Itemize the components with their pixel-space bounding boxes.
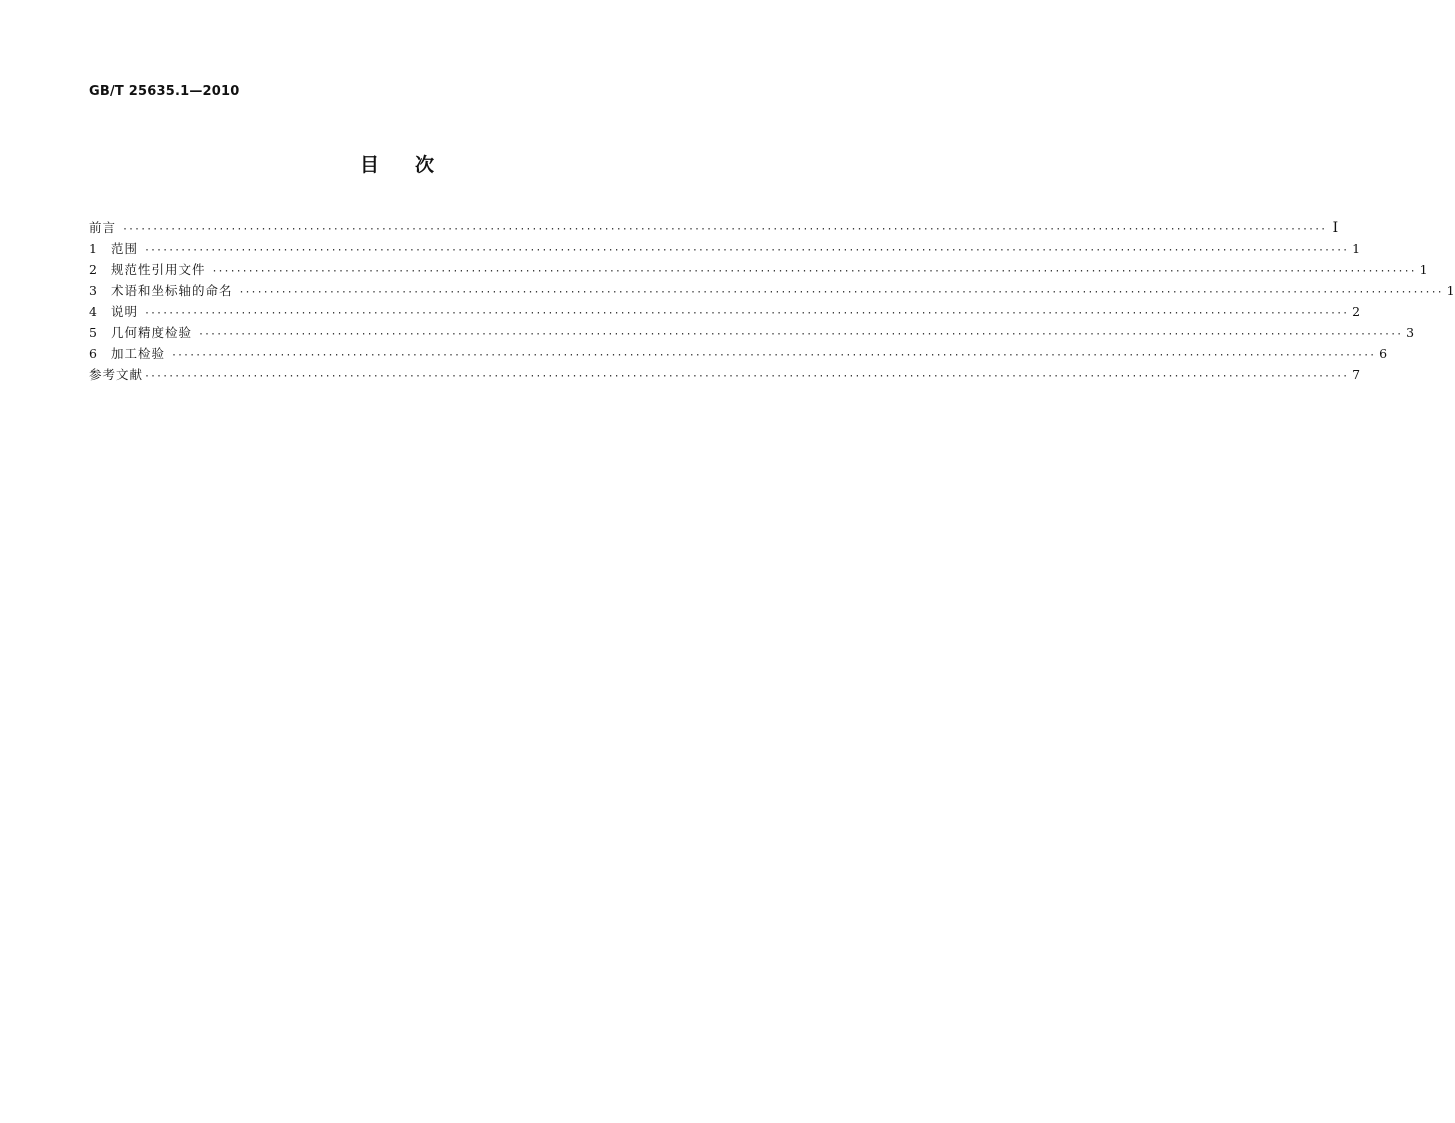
toc-entry-label: 前言	[89, 220, 117, 235]
toc-entry-machining-tests[interactable]	[89, 343, 1388, 364]
toc-entry-remarks[interactable]	[89, 301, 1361, 322]
toc-entry-label: 参考文献	[89, 367, 144, 382]
toc-entry-geometric-tests[interactable]	[89, 322, 1415, 343]
page-title: 目次	[359, 154, 470, 176]
toc-entry-page: 2	[1352, 304, 1361, 319]
toc-leader-dots: ········································································································································································································	[122, 224, 1327, 235]
toc-entry-label: 加工检验	[111, 346, 166, 361]
toc-entry-number: 4	[89, 304, 97, 319]
toc-entry-page: 7	[1352, 367, 1361, 382]
toc-leader-dots: ········································································································································································································	[238, 287, 1443, 298]
toc-entry-normative-references[interactable]	[89, 259, 1428, 280]
toc-entry-number: 6	[89, 346, 97, 361]
toc-entry-page: 1	[1419, 262, 1428, 277]
toc-entry-page: I	[1332, 220, 1339, 236]
toc-entry-number: 2	[89, 262, 97, 277]
toc-entry-scope[interactable]	[89, 238, 1361, 259]
toc-entry-label: 说明	[111, 304, 139, 319]
toc-entry-number: 1	[89, 241, 97, 256]
toc-entry-page: 1	[1446, 283, 1455, 298]
toc-entry-number: 5	[89, 325, 97, 340]
toc-entry-foreword[interactable]	[89, 217, 1339, 238]
toc-leader-dots: ········································································································································································································	[144, 308, 1349, 319]
toc-leader-dots: ········································································································································································································	[211, 266, 1416, 277]
toc-entry-label: 范围	[111, 241, 139, 256]
toc-entry-bibliography[interactable]	[89, 364, 1361, 385]
toc-entry-terms[interactable]	[89, 280, 1455, 301]
toc-entry-label: 规范性引用文件	[111, 262, 206, 277]
toc-entry-page: 3	[1406, 325, 1415, 340]
toc-leader-dots: ········································································································································································································	[144, 245, 1349, 256]
standard-code: GB/T 25635.1—2010	[89, 84, 240, 99]
toc-entry-number: 3	[89, 283, 97, 298]
table-of-contents	[89, 217, 1455, 385]
toc-leader-dots: ········································································································································································································	[144, 371, 1349, 382]
toc-entry-page: 1	[1352, 241, 1361, 256]
toc-leader-dots: ········································································································································································································	[171, 350, 1376, 361]
toc-entry-page: 6	[1379, 346, 1388, 361]
toc-leader-dots: ········································································································································································································	[198, 329, 1403, 340]
toc-entry-label: 术语和坐标轴的命名	[111, 283, 233, 298]
toc-entry-label: 几何精度检验	[111, 325, 193, 340]
